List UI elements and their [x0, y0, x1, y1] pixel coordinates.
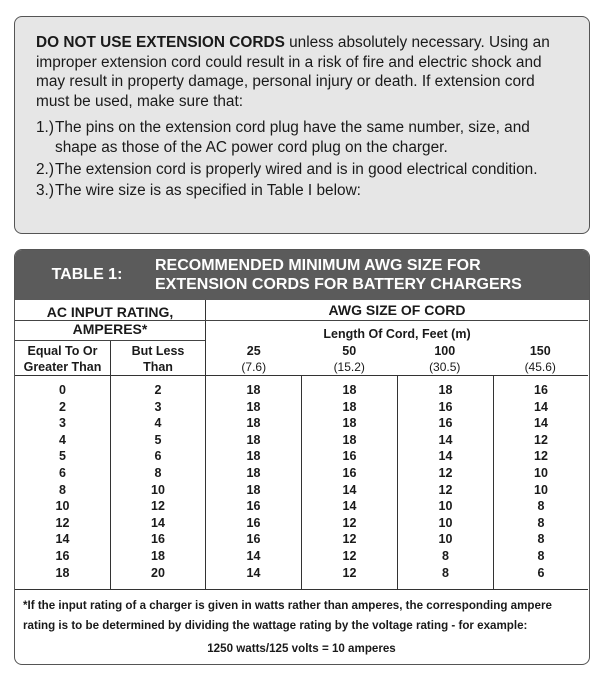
table-cell: 12	[534, 449, 548, 464]
table-cell: 4	[154, 416, 162, 431]
table-cell: 18	[342, 383, 357, 397]
table-cell: 18	[342, 432, 357, 447]
table-cell: 12	[151, 499, 165, 514]
greater-than-header-line1: Equal To Or	[27, 344, 98, 358]
table-header-bar	[15, 250, 589, 300]
table-cell: 14	[438, 449, 453, 464]
table-cell: 8	[537, 532, 545, 547]
table-cell: 14	[246, 548, 261, 563]
header-row-1	[15, 300, 588, 321]
table-cell: 16	[438, 416, 453, 431]
table-cell: 18	[246, 449, 261, 464]
warning-item	[36, 160, 571, 180]
table-cell: 10	[438, 515, 453, 530]
table-cell: 10	[438, 499, 453, 514]
table-cell: 18	[151, 548, 165, 563]
length-col-150	[493, 343, 589, 375]
table-cell: 14	[534, 399, 548, 414]
warning-item-number: 2.)	[36, 160, 54, 178]
table-cell: 12	[534, 432, 548, 447]
amperes-header: AMPERES*	[72, 321, 148, 337]
length-header-block	[206, 321, 588, 375]
warning-lead-text: unless absolutely necessary. Using an improper extension cord could result in a risk of fire and electric shock and may result in property damage, personal injury or death. If extension cord must be used, make sure that:	[36, 34, 550, 110]
table-cell: 18	[246, 383, 261, 397]
table-cell: 10	[534, 482, 548, 497]
length-meters: (7.6)	[241, 360, 267, 374]
table-cell: 16	[55, 548, 70, 563]
warning-list	[36, 118, 571, 200]
warning-intro	[36, 33, 571, 111]
table-cell: 16	[342, 449, 357, 464]
table-cell: 18	[246, 399, 261, 414]
table-cell: 14	[151, 515, 165, 530]
awg-150ft-column	[494, 376, 588, 589]
table-cell: 10	[534, 465, 548, 480]
table-cell: 18	[246, 432, 261, 447]
table-cell: 8	[59, 482, 66, 497]
table-title-line1: RECOMMENDED MINIMUM AWG SIZE FOR	[155, 257, 481, 274]
table-cell: 16	[438, 399, 453, 414]
table-cell: 14	[55, 532, 70, 547]
table-label: TABLE 1:	[51, 266, 123, 283]
table-cell: 18	[246, 482, 261, 497]
table-title	[155, 256, 522, 294]
table-cell: 6	[59, 465, 66, 480]
table-cell: 16	[342, 465, 357, 480]
table-cell: 16	[246, 499, 261, 514]
warning-item-number: 1.)	[36, 119, 54, 137]
length-columns	[206, 343, 588, 375]
table-cell: 6	[537, 565, 545, 580]
warning-item-text: The pins on the extension cord plug have the same number, size, and shape as those of the AC power cord plug on the charger.	[55, 119, 530, 156]
table-footnote	[15, 590, 588, 660]
table-cell: 10	[55, 499, 70, 514]
warning-box	[14, 16, 590, 234]
table-body	[15, 376, 588, 590]
warning-lead-bold: DO NOT USE EXTENSION CORDS	[36, 34, 285, 51]
table-cell: 5	[59, 449, 66, 464]
awg-100ft-column	[398, 376, 494, 589]
table-cell: 10	[438, 532, 453, 547]
length-col-100	[397, 343, 493, 375]
less-than-header	[111, 341, 205, 375]
table-cell: 14	[534, 416, 548, 431]
table-cell: 20	[151, 565, 165, 580]
table-cell: 14	[438, 432, 453, 447]
table-title-line2: EXTENSION CORDS FOR BATTERY CHARGERS	[155, 276, 522, 293]
table-cell: 4	[59, 432, 66, 447]
less-than-header-line2: Than	[143, 360, 173, 374]
table-cell: 12	[342, 532, 357, 547]
length-meters: (45.6)	[524, 360, 556, 374]
header-row-2	[15, 321, 588, 376]
length-feet: 50	[342, 344, 357, 358]
table-cell: 16	[246, 515, 261, 530]
table-cell: 18	[342, 399, 357, 414]
length-meters: (30.5)	[429, 360, 461, 374]
table-cell: 6	[154, 449, 162, 464]
length-meters: (15.2)	[333, 360, 365, 374]
table-cell: 8	[537, 515, 545, 530]
ac-input-header: AC INPUT RATING,	[15, 300, 206, 320]
table-cell: 18	[55, 565, 70, 580]
cord-length-header: Length Of Cord, Feet (m)	[323, 327, 471, 341]
less-than-column	[111, 376, 206, 589]
length-feet: 25	[246, 344, 261, 358]
table-cell: 14	[342, 482, 357, 497]
table-cell: 14	[342, 499, 357, 514]
table-cell: 12	[438, 465, 453, 480]
table-grid	[15, 300, 588, 660]
table-cell: 12	[342, 565, 357, 580]
table-cell: 12	[55, 515, 70, 530]
table-cell: 14	[246, 565, 261, 580]
warning-item-text: The wire size is as specified in Table I below:	[55, 182, 361, 200]
table-cell: 18	[246, 465, 261, 480]
table-cell: 0	[59, 383, 66, 397]
less-than-header-line1: But Less	[131, 344, 185, 358]
table-cell: 12	[438, 482, 453, 497]
footnote-example: 1250 watts/125 volts = 10 amperes	[207, 642, 396, 655]
table-cell: 18	[438, 383, 453, 397]
length-feet: 100	[434, 344, 456, 358]
table-cell: 12	[342, 515, 357, 530]
warning-item-text: The extension cord is properly wired and is in good electrical condition.	[55, 160, 538, 178]
table-cell: 3	[59, 416, 66, 431]
table-cell: 16	[151, 532, 165, 547]
footnote-text: *If the input rating of a charger is given in watts rather than amperes, the corresponding ampere rating is to be determined by dividing the wattage rating by the voltage rating - for example:	[23, 599, 552, 632]
table-cell: 2	[154, 383, 162, 397]
table-cell: 8	[537, 499, 545, 514]
table-cell: 18	[246, 416, 261, 431]
awg-table	[14, 249, 590, 665]
warning-item	[36, 118, 571, 157]
warning-item	[36, 181, 571, 201]
table-cell: 12	[342, 548, 357, 563]
length-feet: 150	[529, 344, 551, 358]
table-cell: 16	[246, 532, 261, 547]
table-cell: 18	[342, 416, 357, 431]
awg-size-header: AWG SIZE OF CORD	[328, 302, 466, 318]
greater-than-header-line2: Greater Than	[23, 360, 102, 374]
length-col-25	[206, 343, 302, 375]
warning-item-number: 3.)	[36, 182, 54, 200]
ac-subcolumns	[15, 340, 205, 375]
table-cell: 16	[534, 383, 548, 397]
table-cell: 8	[442, 565, 449, 580]
greater-than-column	[15, 376, 111, 589]
table-cell: 10	[151, 482, 165, 497]
awg-50ft-column	[302, 376, 398, 589]
length-col-50	[302, 343, 398, 375]
table-cell: 8	[442, 548, 449, 563]
greater-than-header	[15, 341, 111, 375]
ac-header-block	[15, 321, 206, 375]
table-cell: 3	[154, 399, 162, 414]
table-cell: 2	[59, 399, 66, 414]
table-cell: 8	[537, 548, 545, 563]
table-cell: 8	[154, 465, 162, 480]
awg-25ft-column	[206, 376, 302, 589]
table-cell: 5	[154, 432, 162, 447]
